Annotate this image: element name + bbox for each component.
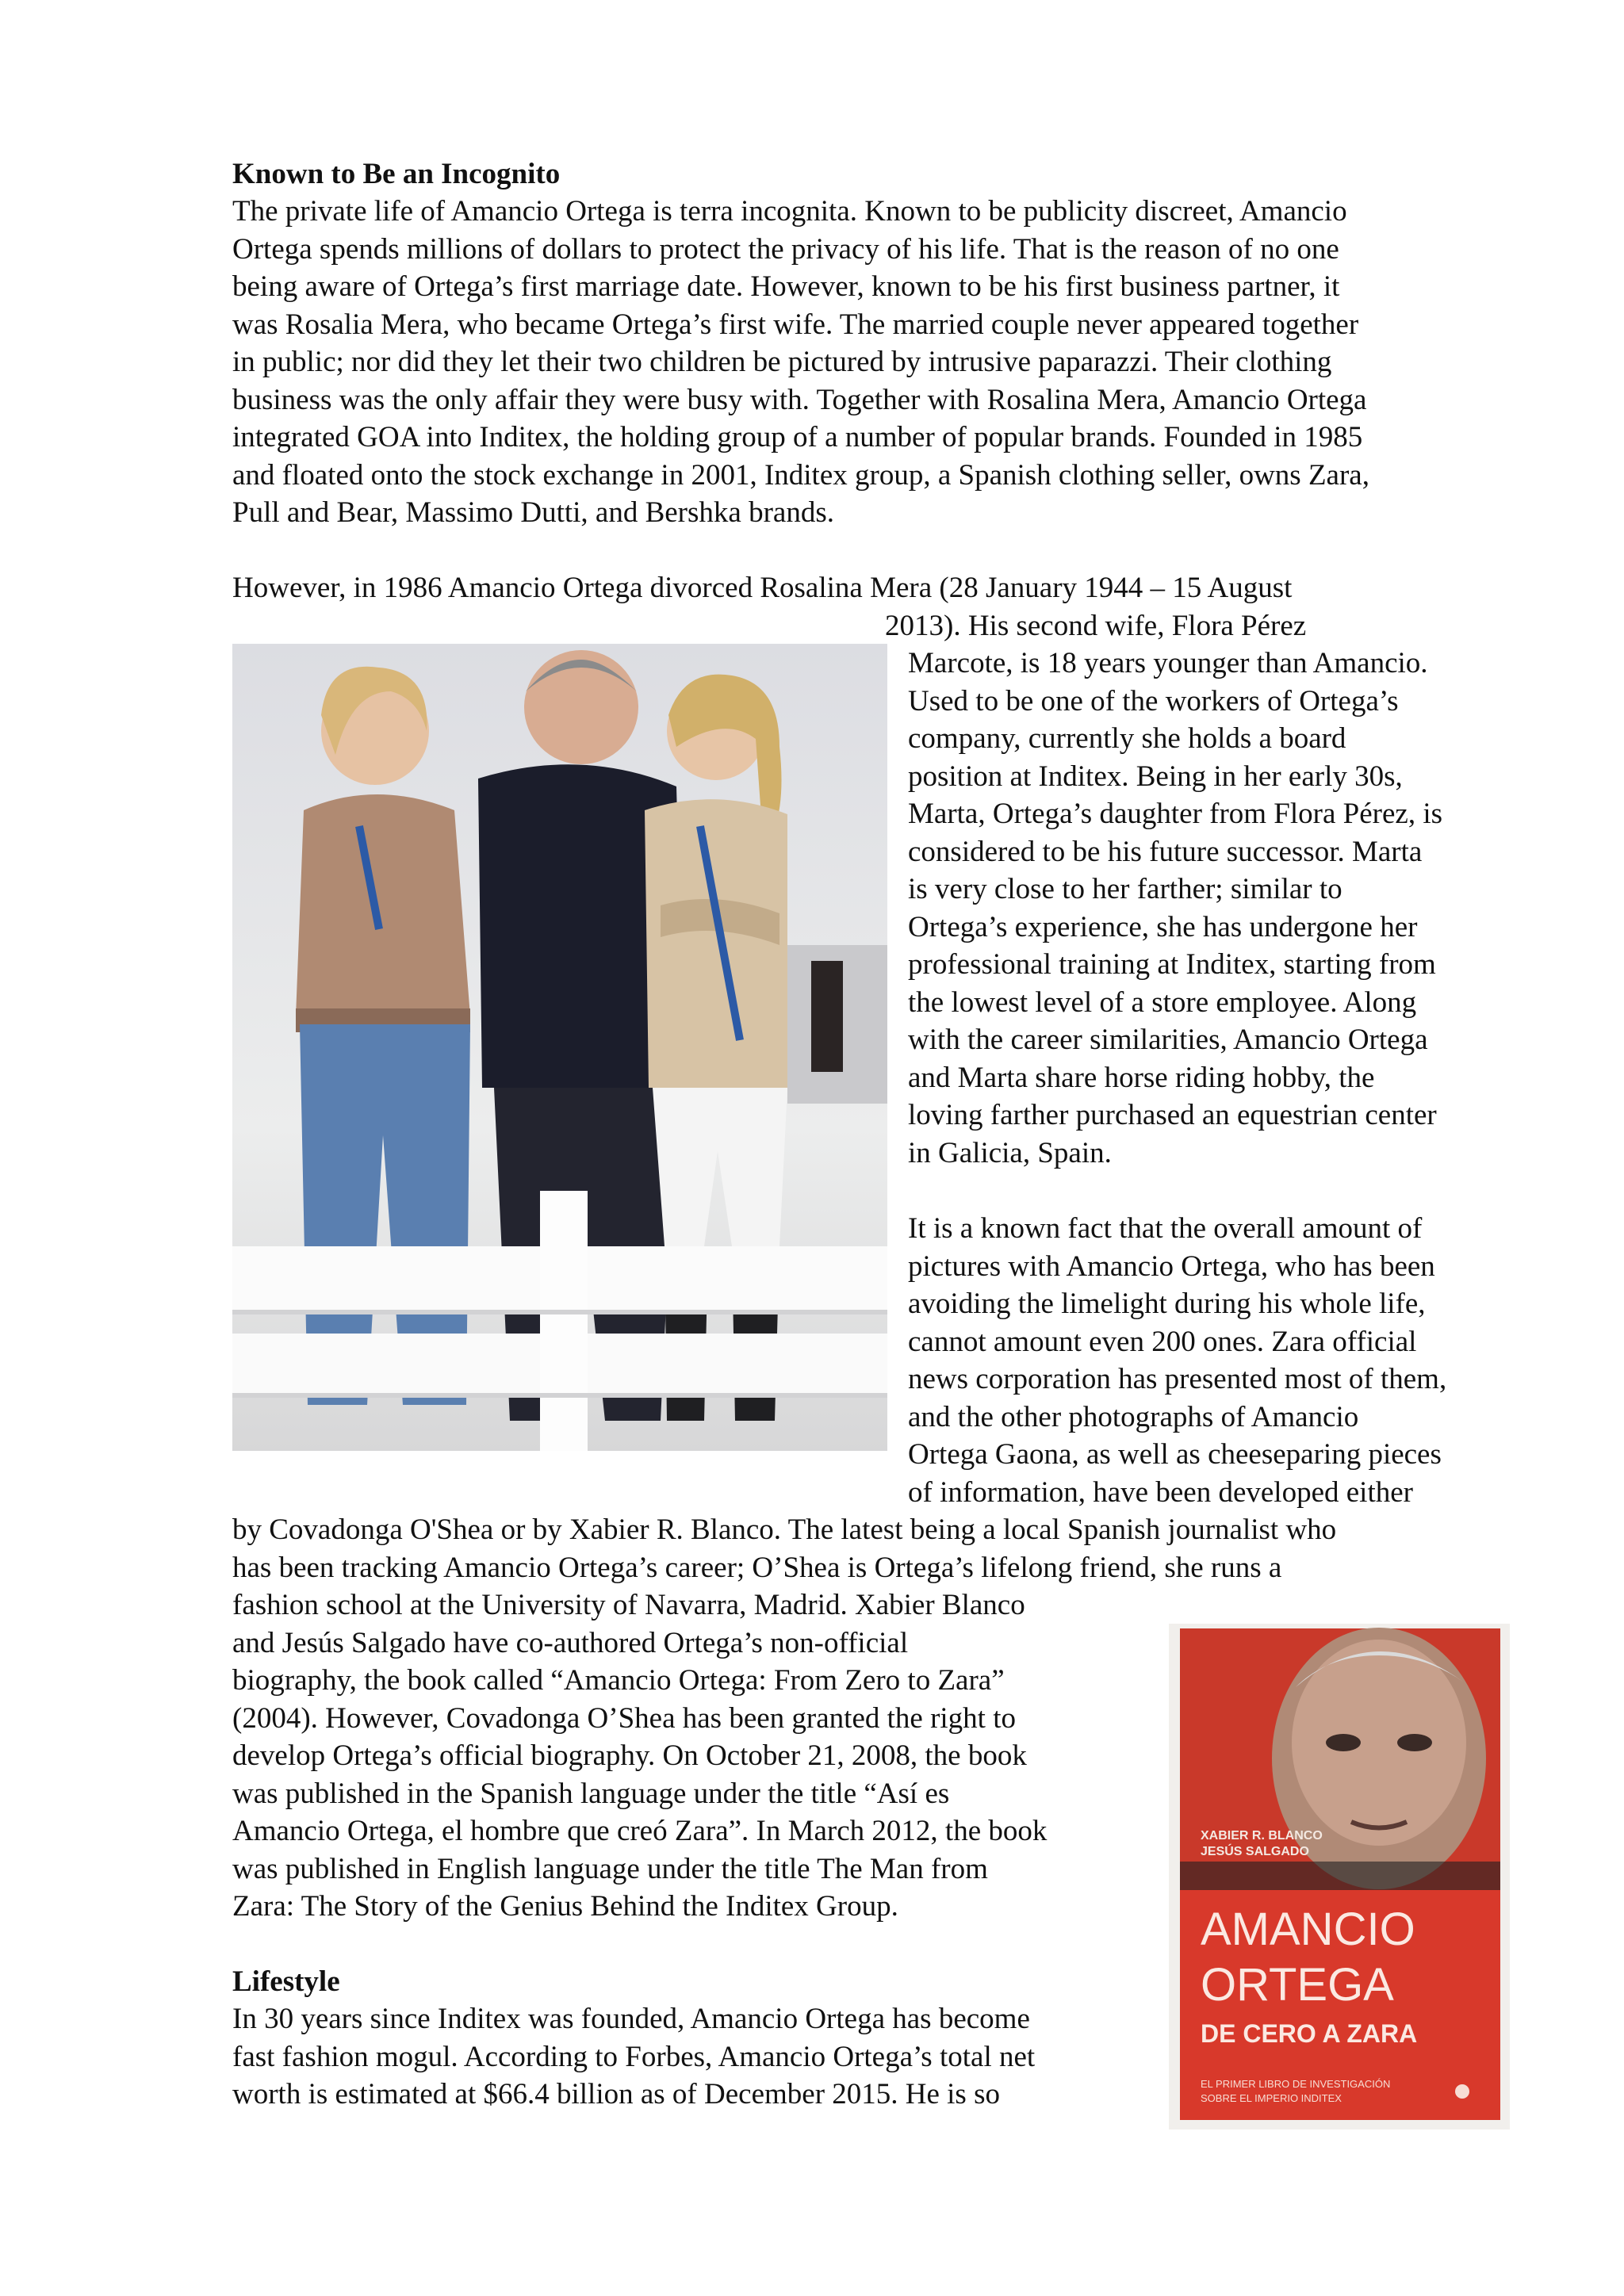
text-line: was published in the Spanish language under the title “Así es <box>232 1777 950 1810</box>
text-line: fast fashion mogul. According to Forbes, Amancio Ortega’s total net <box>232 2040 1036 2073</box>
text-line: Ortega Gaona, as well as cheeseparing pieces <box>908 1438 1442 1471</box>
text-line: considered to be his future successor. Marta <box>908 835 1423 868</box>
paragraph-private-life <box>232 193 1369 532</box>
photo-ortega-family <box>232 644 887 1451</box>
book-title-line1: AMANCIO <box>1201 1904 1415 1955</box>
text-line: loving farther purchased an equestrian center <box>908 1099 1437 1131</box>
text-line: Pull and Bear, Massimo Dutti, and Bershka brands. <box>232 496 834 529</box>
text-line: 2013). His second wife, Flora Pérez <box>885 610 1307 642</box>
book-tagline-line1: EL PRIMER LIBRO DE INVESTIGACIÓN <box>1201 2078 1391 2090</box>
text-line: and the other photographs of Amancio <box>908 1400 1359 1433</box>
paragraph-pictures <box>908 1210 1446 1511</box>
paragraph-second-wife-cont <box>908 645 1442 1172</box>
text-line: fashion school at the University of Navarra, Madrid. Xabier Blanco <box>232 1589 1025 1621</box>
text-line: Ortega spends millions of dollars to protect the privacy of his life. That is the reason of no one <box>232 232 1339 266</box>
text-line: develop Ortega’s official biography. On October 21, 2008, the book <box>232 1739 1027 1772</box>
text-line: pictures with Amancio Ortega, who has been <box>908 1249 1435 1283</box>
text-line: in Galicia, Spain. <box>908 1136 1112 1169</box>
text-line: biography, the book called “Amancio Ortega: From Zero to Zara” <box>232 1664 1005 1697</box>
text-line: Amancio Ortega, el hombre que creó Zara”. In March 2012, the book <box>232 1815 1048 1847</box>
book-cover-image <box>1169 1624 1510 2130</box>
text-line: The private life of Amancio Ortega is terra incognita. Known to be publicity discreet, Amancio <box>232 195 1347 228</box>
book-title-line2: ORTEGA <box>1201 1959 1394 2011</box>
text-line: and floated onto the stock exchange in 2001, Inditex group, a Spanish clothing seller, owns Zara, <box>232 458 1369 492</box>
book-tagline-line2: SOBRE EL IMPERIO INDITEX <box>1201 2092 1342 2104</box>
paragraph-biography-books <box>232 1586 1047 1926</box>
text-line: business was the only affair they were busy with. Together with Rosalina Mera, Amancio Ortega <box>232 383 1367 416</box>
text-line: has been tracking Amancio Ortega’s career; O’Shea is Ortega’s lifelong friend, she runs a <box>232 1551 1282 1584</box>
text-line: and Jesús Salgado have co-authored Ortega’s non-official <box>232 1626 909 1659</box>
text-line: Ortega’s experience, she has undergone her <box>908 910 1418 943</box>
text-line: Marta, Ortega’s daughter from Flora Pérez, is <box>908 798 1443 830</box>
text-line: Used to be one of the workers of Ortega’s <box>908 684 1399 718</box>
text-line: worth is estimated at $66.4 billion as of December 2015. He is so <box>232 2078 1000 2110</box>
text-line: company, currently she holds a board <box>908 722 1346 755</box>
text-line: cannot amount even 200 ones. Zara official <box>908 1325 1417 1358</box>
text-line: (2004). However, Covadonga O’Shea has been granted the right to <box>232 1701 1016 1735</box>
text-line: being aware of Ortega’s first marriage date. However, known to be his first business partner, it <box>232 270 1340 303</box>
book-authors-line1: XABIER R. BLANCO <box>1201 1829 1323 1843</box>
text-line: news corporation has presented most of them, <box>908 1363 1447 1395</box>
book-authors-line2: JESÚS SALGADO <box>1201 1845 1309 1858</box>
text-line: In 30 years since Inditex was founded, Amancio Ortega has become <box>232 2003 1030 2035</box>
heading-text: Lifestyle <box>232 1965 340 1998</box>
section-heading-incognito <box>232 155 560 193</box>
text-line: Zara: The Story of the Genius Behind the Inditex Group. <box>232 1890 898 1923</box>
text-line: is very close to her farther; similar to <box>908 873 1342 905</box>
text-line: and Marta share horse riding hobby, the <box>908 1061 1375 1094</box>
text-line: the lowest level of a store employee. Along <box>908 985 1417 1019</box>
text-line: However, in 1986 Amancio Ortega divorced Rosalina Mera (28 January 1944 – 15 August <box>232 572 1293 604</box>
text-line: was Rosalia Mera, who became Ortega’s first wife. The married couple never appeared together <box>232 308 1359 341</box>
paragraph-divorce-intro <box>232 569 1292 607</box>
text-line: in public; nor did they let their two children be pictured by intrusive paparazzi. Their clothing <box>232 346 1332 378</box>
paragraph-lifestyle <box>232 2000 1035 2114</box>
text-line: with the career similarities, Amancio Ortega <box>908 1024 1428 1056</box>
text-line: was published in English language under the title The Man from <box>232 1852 988 1885</box>
paragraph-biographers <box>232 1511 1336 1586</box>
text-line: professional training at Inditex, starting from <box>908 948 1436 981</box>
heading-text: Known to Be an Incognito <box>232 158 561 190</box>
text-line: of information, have been developed either <box>908 1475 1413 1509</box>
text-line: avoiding the limelight during his whole life, <box>908 1288 1426 1320</box>
text-line: Marcote, is 18 years younger than Amancio. <box>908 647 1428 679</box>
text-line: position at Inditex. Being in her early 30s, <box>908 760 1403 793</box>
text-line: by Covadonga O'Shea or by Xabier R. Blanco. The latest being a local Spanish journalist who <box>232 1513 1337 1546</box>
book-subtitle: DE CERO A ZARA <box>1201 2019 1418 2048</box>
text-line: It is a known fact that the overall amount of <box>908 1212 1423 1245</box>
paragraph-second-wife <box>885 607 1306 645</box>
section-heading-lifestyle <box>232 1963 340 2001</box>
text-line: integrated GOA into Inditex, the holding group of a number of popular brands. Founded in 1985 <box>232 421 1363 453</box>
